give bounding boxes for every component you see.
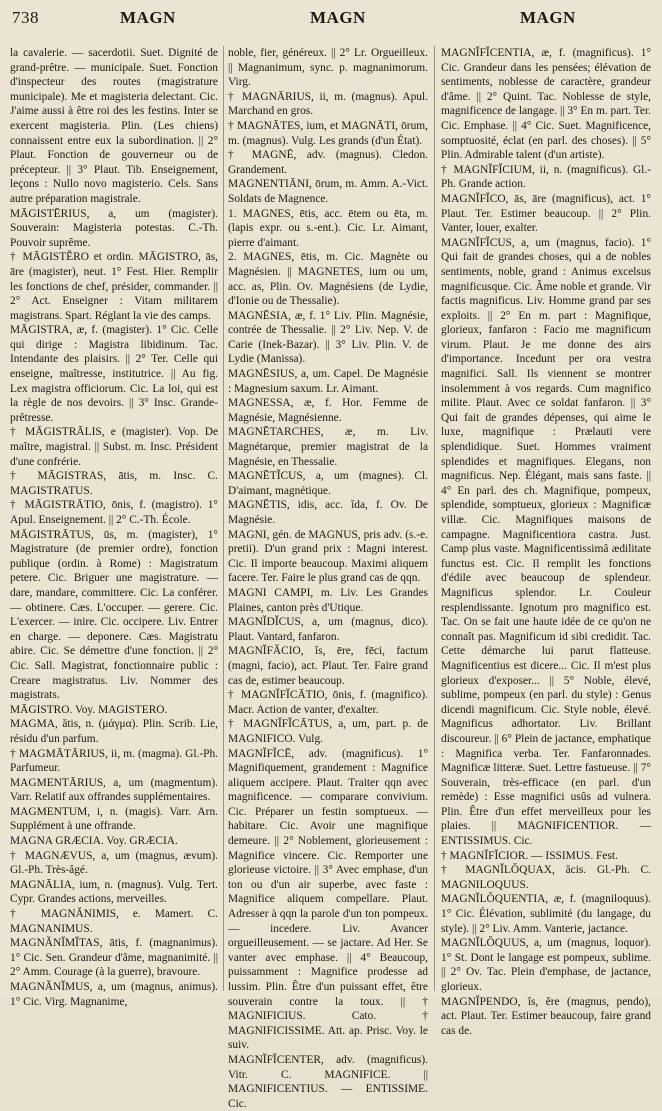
dictionary-entry: MAGNESSA, æ, f. Hor. Femme de Magnésie, Magnésienne. [228,397,428,424]
dictionary-entry: † MAGNĬLŎQUAX, ăcis. Gl.-Ph. C. MAGNILOQUUS. [441,864,651,891]
dictionary-entry: noble, fier, généreux. || 2° Lr. Orgueilleux. || Magnanimum, sync. p. magnanimorum. Virg. [228,47,428,89]
dictionary-entry: MAGNĒTĬCUS, a, um (magnes). Cl. D'aimant, magnétique. [228,470,428,497]
dictionary-entry: † MĀGISTRĀLIS, e (magister). Vop. De maître, magistral. || Subst. m. Insc. Président d'une confrérie. [10,426,218,468]
dictionary-entry: 2. MAGNES, ētis, m. Cic. Magnète ou Magnésien. || MAGNETES, ium ou um, acc. as, Plin. Ov. Magnésiens (de Lydie, d'Ionie ou de Thessalie). [228,251,428,308]
dictionary-entry: † MAGNĂNIMIS, e. Mamert. C. MAGNANIMUS. [10,908,218,935]
dictionary-entry: MAGNĬLŎQUENTIA, æ, f. (magniloquus). 1° Cic. Élévation, sublimité (du langage, du style). || 2° Liv. Amm. Vanterie, jactance. [441,893,651,935]
dictionary-entry: † MAGNĀTES, ium, et MAGNĀTI, ōrum, m. (magnus). Vulg. Les grands (d'un État). [228,119,428,147]
dictionary-entry: MAGNĬFĂCIO, ĭs, ēre, fēci, factum (magni, facio), act. Plaut. Ter. Faire grand cas de, estimer beaucoup. [228,645,428,687]
dictionary-entry: MĀGISTRO. Voy. MAGISTERO. [10,703,168,716]
dictionary-entry: † MAGNÆVUS, a, um (magnus, ævum). Gl.-Ph. Très-âgé. [10,849,218,877]
dictionary-entry: MAGNA GRÆCIA. Voy. GRÆCIA. [10,835,178,848]
dictionary-entry: MAGNĀLIA, ium, n. (magnus). Vulg. Tert. Cypr. Grandes actions, merveilles. [10,878,218,906]
header-left-guide-word: MAGN [120,8,176,27]
dictionary-entry: MAGNĬFĬCENTIA, æ, f. (magnificus). 1° Cic. Grandeur dans les pensées; élévation de sentiments, noblesse de caractère, grandeur d'âme. || 2° Quint. Tac. Noblesse de style, magnificence de langage. || 3° En m. part. Ter. Cic. Emphase. || 4° Cic. Suet. Magnificence, somptuosité, éclat (en parl. des choses). || 5° Plin. Admirable talent (d'un artiste). [441,47,651,162]
dictionary-entry: MAGMENTUM, i, n. (magis). Varr. Arn. Supplément à une offrande. [10,805,218,833]
dictionary-entry: † MAGMĀTĀRIUS, ii, m. (magma). Gl.-Ph. Parfumeur. [10,747,218,775]
running-header [0,8,662,34]
header-right-guide-word: MAGN [520,8,576,27]
dictionary-entry: MAGNĒTARCHES, æ, m. Liv. Magnétarque, premier magistrat de la Magnésie, en Thessalie. [228,426,428,468]
dictionary-entry: MAGNĬFĬCO, ās, āre (magnificus), act. 1° Plaut. Ter. Estimer beaucoup. || 2° Plin. Vanter, louer, exalter. [441,192,651,235]
column-left [10,46,218,1008]
dictionary-entry: MĀGISTRĀTUS, ūs, m. (magister), 1° Magistrature (de premier ordre), fonction publique (ordin. à Rome) : Magistratum petere. Cic. Briguer une magistrature. — dare, mandare, committere. Cic. La conférer. — obtinere. Cæs. L'occuper. — gerere. Cic. L'exercer. — inire. Cic. occipere. Liv. Entrer en charge. — deponere. Cæs. Magistratu abire. Cic. Se démettre d'une fonction. || 2° Cic. Sall. Magistrat, fonctionnaire public : Creare magistratus. Liv. Nommer des magistrats. [10,528,218,702]
dictionary-entry: † MAGNĀRIUS, ii, m. (magnus). Apul. Marchand en gros. [228,90,428,118]
dictionary-entry: † MAGNĬFĬCIUM, ii, n. (magnificus). Gl.-Ph. Grande action. [441,163,651,191]
dictionary-entry: MĀGISTRA, æ, f. (magister). 1° Cic. Celle qui dirige : Magistra libidinum. Tac. Intendante des plaisirs. || 2° Ter. Celle qui enseigne, maîtresse, institutrice. || Au fig. Lex magistra officiorum. Cic. La loi, qui est la règle de nos devoirs. || 3° Insc. Grande-prêtresse. [10,324,218,424]
page-number: 738 [12,8,39,27]
dictionary-entry: MAGNĒTIS, idis, acc. ĭda, f. Ov. De Magnésie. [228,499,428,526]
dictionary-entry: 1. MAGNES, ētis, acc. ētem ou ēta, m. (lapis expr. ou s.-ent.). Cic. Lr. Aimant, pierre d'aimant. [228,207,428,249]
dictionary-entry: † MAGNĬFĬCĀTUS, a, um, part. p. de MAGNIFICO. Vulg. [228,718,428,745]
dictionary-entry: MAGNĬFĬCENTER, adv. (magnificus). Vitr. C. MAGNIFICE. || MAGNIFICENTIUS. — ENTISSIME. Cic. [228,1053,428,1110]
dictionary-entry: † MĀGISTRAS, ātis, m. Insc. C. MAGISTRATUS. [10,470,218,497]
dictionary-entry: MAGNĬPENDO, ĭs, ĕre (magnus, pendo), act. Plaut. Ter. Estimer beaucoup, faire grand cas de. [441,995,651,1037]
dictionary-entry: MAGNĒSIA, æ, f. 1° Liv. Plin. Magnésie, contrée de Thessalie. || 2° Liv. Nep. V. de Carie (Inek-Bazar). || 3° Liv. Plin. V. de Lydie (Manissa). [228,309,428,366]
dictionary-entry: MAGMA, ătis, n. (μάγμα). Plin. Scrib. Lie, résidu d'un parfum. [10,718,218,745]
dictionary-entry: MAGNĬDĬCUS, a, um (magnus, dico). Plaut. Vantard, fanfaron. [228,616,428,643]
dictionary-entry: la cavalerie. — sacerdotii. Suet. Dignité de grand-prêtre. — municipale. Suet. Fonction d'inspecteur des routes (magistrature municipale). Me et magisteria delectant. Cic. J'aime aussi à être roi des les festins. Inter se exercent magisteria. Plin. (Les chiens) connaissent entre eux la subordination. || 2° Plaut. Fonction de gouverneur ou de précepteur. || 3° Plaut. Tib. Enseignement, leçons : Nullo novo magisterio. Cels. Sans autre préparation magistrale. [10,47,218,205]
dictionary-entry: MAGNI, gén. de MAGNUS, pris adv. (s.-e. pretii). D'un grand prix : Magni interest. Cic. Il importe beaucoup. Maximi aliquem facere. Ter. Faire le plus grand cas de qqn. [228,528,428,585]
dictionary-entry: MAGNĂNĬMĬTAS, ātis, f. (magnanimus). 1° Cic. Sen. Grandeur d'âme, magnanimité. || 2° Amm. Courage (à la guerre), bravoure. [10,937,218,979]
column-middle [228,46,428,1110]
dictionary-entry: MAGNĒSIUS, a, um. Capel. De Magnésie : Magnesium saxum. Lr. Aimant. [228,368,428,395]
dictionary-entry: MAGNĬFĬCUS, a, um (magnus, facio). 1° Qui fait de grandes choses, qui a de nobles sentiments, noble, grand : Animus excelsus magnificusque. Cic. Âme noble et grande. Vir factis magnificus. Liv. Homme grand par ses exploits. || 2° En m. part : Magnifique, glorieux, fanfaron : Facio me magnificum virum. Plaut. Je me donne des airs d'importance. Incedunt per ora vestra magnifici. Sall. Ils viennent se montrer insolemment à vos regards. Cum magnifico milite. Plaut. Avec ce soldat fanfaron. || 3° Qui fait de grandes dépenses, qui aime le luxe, magnifique : Prælauti vere splendidique. Suet. Hommes vraiment splendides et magnifiques. Elegans, non magnificus. Nep. Élégant, mais sans faste. || 4° En parl. des ch. Magnifique, pompeux, splendide, somptueux, glorieux : Magnificæ villæ. Cic. Magnifiques maisons de campagne. Magnificentiora castra. Just. Camp plus vaste. Magnificentissimâ ædilitate functus est. Cic. Il remplit les fonctions d'édile avec beaucoup de splendeur. Magnificus splendor. Lr. Couleur resplendissante. Ignotum pro magnifico est. Tac. On se fait une haute idée de ce qu'on ne connaît pas. Magnificum id sibi credidit. Tac. Cette démarche lui parut flatteuse. Magnificentius est dicere... Cic. Il m'est plus glorieux d'exposer... || 5° Noble, élevé, sublime, pompeux (en parl. du style) : Genus dicendi magnificum. Cic. Style noble, élevé. Magnificus adhortator. Liv. Brillant discoureur. || 6° Plein de jactance, emphatique : Magnifica verba. Ter. Fanfaronnades. Magnificæ litteræ. Suet. Lettre fastueuse. || 7° Souverain, très-efficace (en parl. d'un remède) : Esse magnifici usûs ad vulnera. Plin. Être d'un effet merveilleux pour les plaies. || MAGNIFICENTIOR. — ENTISSIMUS. Cic. [441,236,651,848]
header-center-guide-word: MAGN [310,8,366,27]
dictionary-entry: MAGNI CAMPI, m. Liv. Les Grandes Plaines, canton près d'Utique. [228,586,428,614]
dictionary-entry: MAGNĂNĬMUS, a, um (magnus, animus). 1° Cic. Virg. Magnanime, [10,981,218,1008]
text-columns [0,46,662,1110]
dictionary-entry: † MAGNĒ, adv. (magnus). Cledon. Grandement. [228,149,428,176]
dictionary-entry: † MĀGISTRĀTIO, ōnis, f. (magistro). 1° Apul. Enseignement. || 2° C.-Th. École. [10,499,218,526]
dictionary-entry: † MAGNĬFĬCIOR. — ISSIMUS. Fest. [441,849,618,862]
dictionary-entry: MAGNĬFĬCĒ, adv. (magnificus). 1° Magnifiquement, grandement : Magnifice aliquem accipere. Plaut. Traiter qqn avec magnificence. — comparare convivium. Cic. Préparer un festin somptueux. — habitare. Cic. Avoir une magnifique demeure. || 2° Noblement, glorieusement : Magnifice vincere. Cic. Remporter une glorieuse victoire. || 3° Avec emphase, d'un ton ou d'un air superbe, avec faste : Magnifice aliquem compellare. Plaut. Adresser à qqn la parole d'un ton pompeux. — incedere. Liv. Avancer orgueilleusement. — se jactare. Ad Her. Se vanter avec emphase. || 4° Beaucoup, puissamment : Magnifice prodesse ad lussim. Plin. Être d'un puissant effet, être souverain contre la toux. || † MAGNIFICIUS. Cato. † MAGNIFICISSIME. Att. ap. Prisc. Voy. le suiv. [228,747,428,1052]
dictionary-entry: MĀGISTĒRIUS, a, um (magister). Souverain: Magisteria potestas. C.-Th. Pouvoir suprême. [10,207,218,249]
dictionary-entry: MAGNĬLŎQUUS, a, um (magnus, loquor). 1° St. Dont le langage est pompeux, sublime. || 2° Ov. Tac. Plein d'emphase, de jactance, glorieux. [441,937,651,993]
dictionary-entry: † MAGNĬFĬCĀTIO, ōnis, f. (magnifico). Macr. Action de vanter, d'exalter. [228,689,428,716]
column-right [441,46,651,1037]
dictionary-entry: † MĀGISTĔRO et ordin. MĀGISTRO, ās, āre (magister), neut. 1° Fest. Hier. Remplir les fonctions de chef, présider, commander. || 2° Act. Enseigner : Vitam militarem magistrans. Spart. Réglant la vie des camps. [10,251,218,322]
dictionary-entry: MAGNENTIĀNI, ōrum, m. Amm. A.-Vict. Soldats de Magnence. [228,178,428,205]
dictionary-entry: MAGMENTĀRIUS, a, um (magmentum). Varr. Relatif aux offrandes supplémentaires. [10,776,218,804]
